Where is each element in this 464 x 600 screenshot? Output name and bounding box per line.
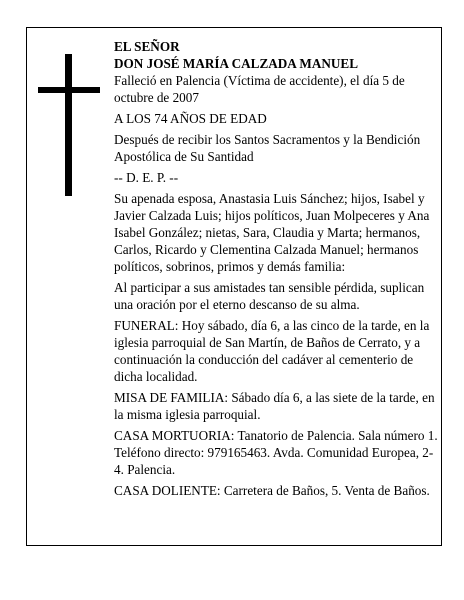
family-paragraph: Su apenada esposa, Anastasia Luis Sánchez; hijos, Isabel y Javier Calzada Luis; hijos políticos, Juan Molpeceres y Ana Isabel González; nietas, Sara, Claudia y Marta; hermanos, Carlos, Ricardo y Clementina Calzada Manuel; hermanos políticos, sobrinos, primos y demás familia: [114, 191, 430, 274]
rip-line: -- D. E. P. -- [114, 170, 179, 185]
mourning-house-paragraph: CASA DOLIENTE: Carretera de Baños, 5. Venta de Baños. [114, 483, 430, 498]
death-info: Falleció en Palencia (Víctima de accidente), el día 5 de octubre de 2007 [114, 73, 405, 105]
latin-cross-icon [38, 54, 100, 196]
funeral-home-paragraph: CASA MORTUORIA: Tanatorio de Palencia. Sala número 1. Teléfono directo: 979165463. Avda. Comunidad Europea, 2-4. Palencia. [114, 428, 438, 477]
deceased-name: DON JOSÉ MARÍA CALZADA MANUEL [114, 56, 358, 71]
obituary-text [114, 38, 440, 503]
title-line-1: EL SEÑOR [114, 39, 180, 54]
funeral-paragraph: FUNERAL: Hoy sábado, día 6, a las cinco de la tarde, en la iglesia parroquial de San Martín, de Baños de Cerrato, y a continuación la conducción del cadáver al cementerio de dicha localidad. [114, 318, 430, 384]
family-mass-paragraph: MISA DE FAMILIA: Sábado día 6, a las siete de la tarde, en la misma iglesia parroquial. [114, 390, 435, 422]
cross-vertical-bar [65, 54, 72, 196]
age-line: A LOS 74 AÑOS DE EDAD [114, 111, 267, 126]
request-paragraph: Al participar a sus amistades tan sensible pérdida, suplican una oración por el eterno descanso de su alma. [114, 280, 425, 312]
sacraments-paragraph: Después de recibir los Santos Sacramentos y la Bendición Apostólica de Su Santidad [114, 132, 421, 164]
cross-horizontal-bar [38, 87, 100, 93]
